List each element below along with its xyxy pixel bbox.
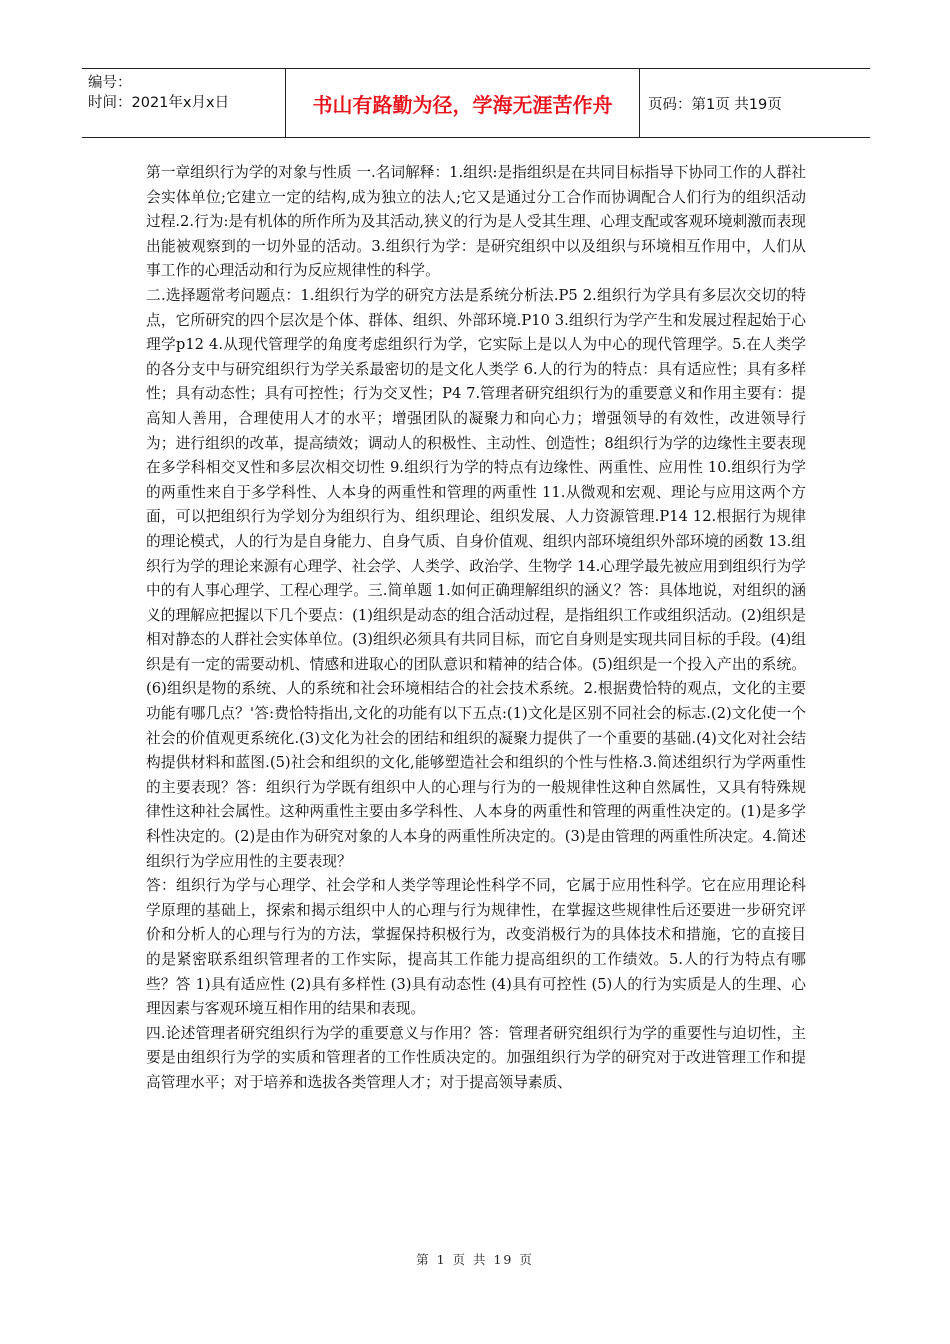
document-body [146,161,806,1096]
document-number-label: 编号： [88,75,132,91]
body-paragraph-1: 第一章组织行为学的对象与性质 一.名词解释：1.组织:是指组织是在共同目标指导下协同工作的人群社会实体单位;它建立一定的结构,成为独立的法人;它又是通过分工合作而协调配合人们行为的组织活动过程.2.行为:是有机体的所作所为及其活动,狭义的行为是人受其生理、心理支配或客观环境刺激而表现出能被观察到的一切外显的活动。3.组织行为学：是研究组织中以及组织与环境相互作用中，人们从事工作的心理活动和行为反应规律性的科学。 [146,164,806,280]
body-paragraph-3: 答：组织行为学与心理学、社会学和人类学等理论性科学不同，它属于应用性科学。它在应用理论科学原理的基础上，探索和揭示组织中人的心理与行为规律性，在掌握这些规律性后还要进一步研究评价和分析人的心理与行为的方法，掌握保持积极行为，改变消极行为的具体技术和措施，它的直接目的是紧密联系组织管理者的工作实际，提高其工作能力提高组织的工作绩效。5.人的行为特点有哪些？答 1)具有适应性 (2)具有多样性 (3)具有动态性 (4)具有可控性 (5)人的行为实质是人的生理、心理因素与客观环境互相作用的结果和表现。 [146,877,806,1018]
document-date: 时间：2021年x月x日 [88,95,230,111]
header-motto: 书山有路勤为径，学海无涯苦作舟 [285,69,640,137]
page-header [82,68,870,138]
header-page-info: 页码：第1页 共19页 [648,96,782,113]
body-paragraph-2: 二.选择题常考问题点：1.组织行为学的研究方法是系统分析法.P5 2.组织行为学具有多层次交切的特点，它所研究的四个层次是个体、群体、组织、外部环境.P10 3.组织行为学产生和发展过程起始于心理学p12 4.从现代管理学的角度考虑组织行为学，它实际上是以人为中心的现代管理学。5.在人类学的各分支中与研究组织行为学关系最密切的是文化人类学 6.人的行为的特点：具有适应性；具有多样性；具有动态性；具有可控性；行为交叉性；P4 7.管理者研究组织行为的重要意义和作用主要有：提高知人善用，合理使用人才的水平；增强团队的凝聚力和向心力；增强领导的有效性，改进领导行为；进行组织的改革，提高绩效；调动人的积极性、主动性、创造性；8组织行为学的边缘性主要表现在多学科相交叉性和多层次相交切性 9.组织行为学的特点有边缘性、两重性、应用性 10.组织行为学的两重性来自于多学科性、人本身的两重性和管理的两重性 11.从微观和宏观、理论与应用这两个方面，可以把组织行为学划分为组织行为、组织理论、组织发展、人力资源管理.P14 12.根据行为规律的理论模式，人的行为是自身能力、自身气质、自身价值观、组织内部环境组织外部环境的函数 13.组织行为学的理论来源有心理学、社会学、人类学、政治学、生物学 14.心理学最先被应用到组织行为学中的有人事心理学、工程心理学。三.简单题 1.如何正确理解组织的涵义？答：具体地说，对组织的涵义的理解应把握以下几个要点：(1)组织是动态的组合活动过程，是指组织工作或组织活动。(2)组织是相对静态的人群社会实体单位。(3)组织必须具有共同目标，而它自身则是实现共同目标的手段。(4)组织是有一定的需要动机、情感和进取心的团队意识和精神的结合体。(5)组织是一个投入产出的系统。(6)组织是物的系统、人的系统和社会环境相结合的社会技术系统。2.根据费恰特的观点，文化的主要功能有哪几点？'答:费恰特指出,文化的功能有以下五点:(1)文化是区别不同社会的标志.(2)文化使一个社会的价值观更系统化.(3)文化为社会的团结和组织的凝聚力提供了一个重要的基础.(4)文化对社会结构提供材料和蓝图.(5)社会和组织的文化,能够塑造社会和组织的个性与性格.3.简述组织行为学两重性的主要表现？答：组织行为学既有组织中人的心理与行为的一般规律性这种自然属性，又具有特殊规律性这种社会属性。这种两重性主要由多学科性、人本身的两重性和管理的两重性决定的。(1)是多学科性决定的。(2)是由作为研究对象的人本身的两重性所决定的。(3)是由管理的两重性所决定。4.简述组织行为学应用性的主要表现？ [146,286,806,870]
page-footer: 第 1 页 共 19 页 [416,1252,534,1267]
body-paragraph-4: 四.论述管理者研究组织行为学的重要意义与作用？答：管理者研究组织行为学的重要性与迫切性，主要是由组织行为学的实质和管理者的工作性质决定的。加强组织行为学的研究对于改进管理工作和提高管理水平；对于培养和选拔各类管理人才；对于提高领导素质、 [146,1024,806,1091]
header-meta [82,69,285,137]
